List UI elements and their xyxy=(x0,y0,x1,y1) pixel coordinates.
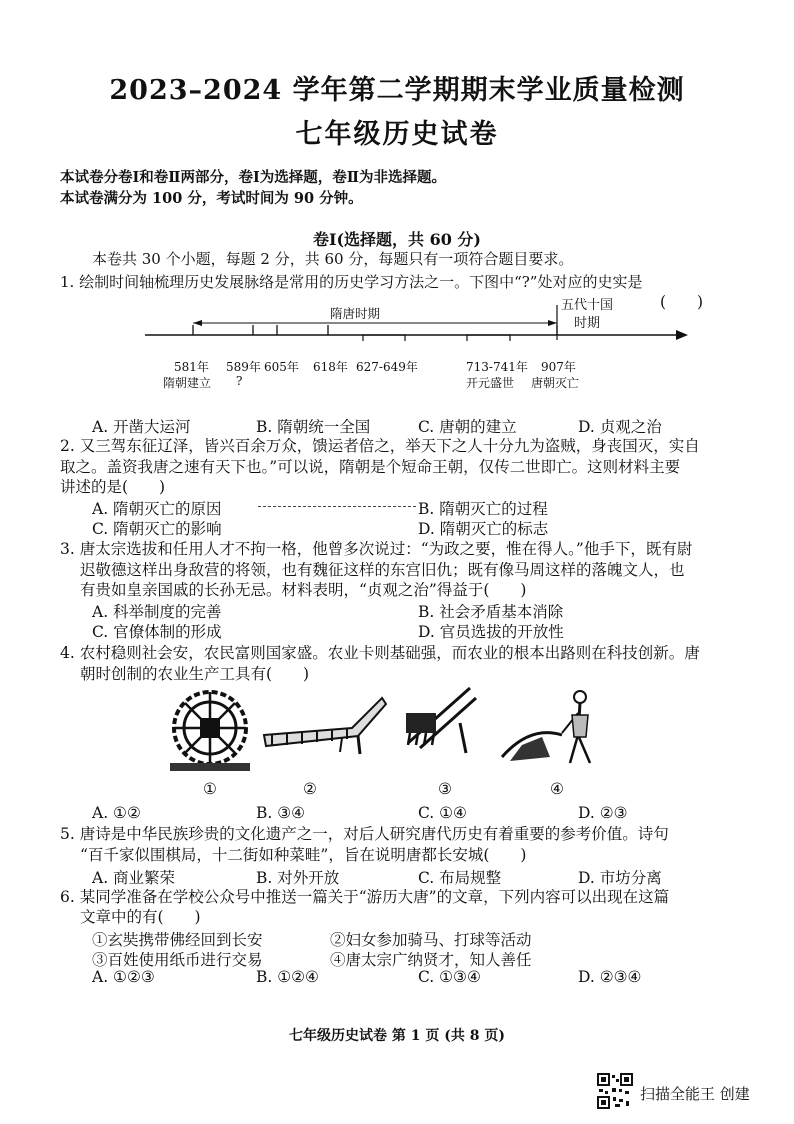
timeline-next-label-2: 时期 xyxy=(574,316,601,331)
q1-stem: 1. 绘制时间轴梳理历史发展脉络是常用的历史学习方法之一。下图中“?”处对应的史实是 xyxy=(60,273,643,291)
tick-note-907: 唐朝灭亡 xyxy=(531,376,580,390)
q3-option-a[interactable]: A. 科举制度的完善 xyxy=(92,603,222,621)
tick-627-649 xyxy=(363,335,405,341)
q3-option-d[interactable]: D. 官员选拔的开放性 xyxy=(418,623,564,641)
tick-year-618: 618年 xyxy=(313,360,348,374)
q1-timeline xyxy=(140,295,700,395)
tick-note-713-741: 开元盛世 xyxy=(466,376,515,390)
curved-plow-picture xyxy=(500,685,605,770)
q3-line-1: 3. 唐太宗选拔和任用人才不拘一格，他曾多次说过：“为政之要，惟在得人。”他手下，既有尉 xyxy=(60,540,693,558)
timeline-next-label-1: 五代十国 xyxy=(561,298,614,313)
page-footer: 七年级历史试卷 第 1 页 (共 8 页) xyxy=(289,1028,505,1044)
waterwheel-picture xyxy=(170,683,250,778)
section-note: 本卷共 30 个小题，每题 2 分，共 60 分，每题只有一项符合题目要求。 xyxy=(92,250,574,268)
q6-option-a[interactable]: A. ①②③ xyxy=(92,968,155,986)
q4-option-d[interactable]: D. ②③ xyxy=(578,804,628,822)
q2-option-c[interactable]: C. 隋朝灭亡的影响 xyxy=(92,520,222,538)
tick-year-581: 581年 xyxy=(174,360,209,374)
q1-option-a[interactable]: A. 开凿大运河 xyxy=(92,418,191,436)
q5-line-1: 5. 唐诗是中华民族珍贵的文化遗产之一，对后人研究唐代历史有着重要的参考价值。诗句 xyxy=(60,825,669,843)
q4-line-1: 4. 农村稳则社会安，农民富则国家盛。农业卡则基础强，而农业的根本出路则在科技创新。唐 xyxy=(60,644,700,662)
q4-line-2: 朝时创制的农业生产工具有( ) xyxy=(80,665,310,683)
tick-year-627-649: 627-649年 xyxy=(356,360,418,374)
q3-line-2: 迟敬德这样出身敌营的将领，也有魏征这样的东宫旧仇；既有像马周这样的落魄文人，也 xyxy=(80,561,685,579)
timeline-period-label: 隋唐时期 xyxy=(330,306,381,321)
tick-713-741 xyxy=(467,335,510,341)
q6-item-1: ①玄奘携带佛经回到长安 xyxy=(92,931,263,949)
q5-option-b[interactable]: B. 对外开放 xyxy=(256,869,340,887)
tick-year-907: 907年 xyxy=(541,360,576,374)
intro-line-2: 本试卷满分为 100 分，考试时间为 90 分钟。 xyxy=(60,190,363,207)
q2-line-3: 讲述的是( ) xyxy=(60,478,166,496)
tick-year-713-741: 713-741年 xyxy=(466,360,528,374)
dragon-bone-pump-picture xyxy=(262,690,387,760)
qr-code-icon xyxy=(597,1073,633,1109)
tick-year-605: 605年 xyxy=(264,360,299,374)
q6-option-c[interactable]: C. ①③④ xyxy=(418,968,481,986)
q3-option-c[interactable]: C. 官僚体制的形成 xyxy=(92,623,222,641)
picture-label-1: ① xyxy=(203,780,217,798)
q6-option-d[interactable]: D. ②③④ xyxy=(578,968,642,986)
q1-option-d[interactable]: D. 贞观之治 xyxy=(578,418,662,436)
q6-item-2: ②妇女参加骑马、打球等活动 xyxy=(330,931,532,949)
q5-option-a[interactable]: A. 商业繁荣 xyxy=(92,869,176,887)
picture-label-2: ② xyxy=(303,780,317,798)
section-heading: 卷Ⅰ(选择题，共 60 分) xyxy=(312,230,482,249)
q2-dash-mark xyxy=(258,506,416,507)
q5-line-2: “百千家似围棋局，十二街如种菜畦”，旨在说明唐都长安城( ) xyxy=(80,846,527,864)
q3-line-3: 有贵如皇亲国戚的长孙无忌。材料表明，“贞观之治”得益于( ) xyxy=(80,581,527,599)
q4-option-c[interactable]: C. ①④ xyxy=(418,804,467,822)
intro-line-1: 本试卷分卷Ⅰ和卷Ⅱ两部分，卷Ⅰ为选择题，卷Ⅱ为非选择题。 xyxy=(60,169,447,186)
q1-option-c[interactable]: C. 唐朝的建立 xyxy=(418,418,517,436)
scanner-watermark: 扫描全能王 创建 xyxy=(640,1085,750,1103)
q4-option-a[interactable]: A. ①② xyxy=(92,804,141,822)
q4-option-b[interactable]: B. ③④ xyxy=(256,804,306,822)
q1-bracket: ( ) xyxy=(660,293,704,311)
harrow-picture xyxy=(400,683,480,763)
q5-option-c[interactable]: C. 布局规整 xyxy=(418,869,502,887)
tick-note-581: 隋朝建立 xyxy=(163,376,212,390)
q2-line-1: 2. 又三驾东征辽泽，皆兴百余万众，馈运者倍之，举天下之人十分九为盗贼，身丧国灭，实自 xyxy=(60,437,700,455)
q2-option-a[interactable]: A. 隋朝灭亡的原因 xyxy=(92,500,222,518)
q3-option-b[interactable]: B. 社会矛盾基本消除 xyxy=(418,603,564,621)
timeline-arrow xyxy=(676,330,688,340)
q6-item-4: ④唐太宗广纳贤才，知人善任 xyxy=(330,951,532,969)
exam-title: 2023–2024 学年第二学期期末学业质量检测 xyxy=(109,75,685,106)
picture-label-4: ④ xyxy=(550,780,564,798)
picture-label-3: ③ xyxy=(438,780,452,798)
q1-option-b[interactable]: B. 隋朝统一全国 xyxy=(256,418,371,436)
q2-option-b[interactable]: B. 隋朝灭亡的过程 xyxy=(418,500,548,518)
q5-option-d[interactable]: D. 市坊分离 xyxy=(578,869,662,887)
tick-note-589: ? xyxy=(236,374,243,388)
exam-subtitle: 七年级历史试卷 xyxy=(295,119,499,150)
q6-item-3: ③百姓使用纸币进行交易 xyxy=(92,951,263,969)
q6-option-b[interactable]: B. ①②④ xyxy=(256,968,319,986)
q2-line-2: 取之。盖资我唐之速有天下也。”可以说，隋朝是个短命王朝，仅传二世即亡。这则材料主要 xyxy=(60,458,681,476)
q6-line-2: 文章中的有( ) xyxy=(80,908,201,926)
q2-option-d[interactable]: D. 隋朝灭亡的标志 xyxy=(418,520,549,538)
q6-line-1: 6. 某同学准备在学校公众号中推送一篇关于“游历大唐”的文章，下列内容可以出现在这篇 xyxy=(60,888,670,906)
tick-year-589: 589年 xyxy=(226,360,261,374)
